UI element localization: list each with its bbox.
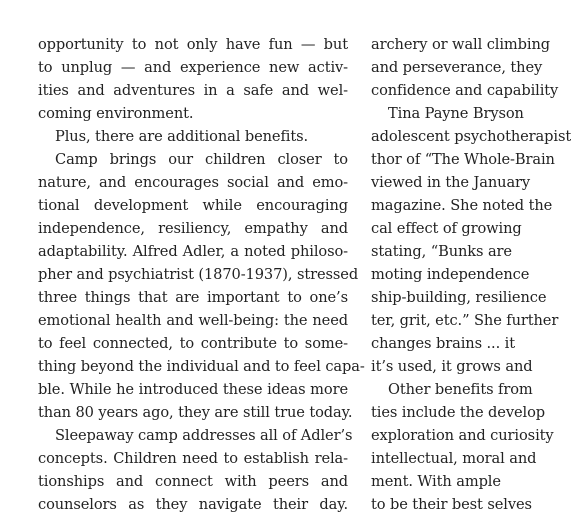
text-line: nature, and encourages social and emo-: [38, 174, 348, 191]
text-line: ities and adventures in a safe and wel-: [38, 82, 348, 99]
text-line: ble. While he introduced these ideas more: [38, 381, 348, 398]
text-line: archery or wall climbing: [371, 36, 551, 53]
text-line: counselors as they navigate their day.: [38, 496, 348, 513]
text-line: changes brains ... it: [371, 335, 515, 352]
text-line: adaptability. Alfred Adler, a noted philoso-: [38, 243, 348, 260]
text-line: stating, “Bunks are: [371, 243, 512, 260]
text-line: Camp brings our children closer to: [55, 151, 348, 168]
text-line: tionships and connect with peers and: [38, 473, 348, 490]
text-line: to be their best selves: [371, 496, 532, 513]
text-line: viewed in the January: [371, 174, 531, 191]
text-line: tional development while encouraging: [38, 197, 348, 214]
text-line: Other benefits from: [388, 381, 533, 398]
text-line: it’s used, it grows and: [371, 358, 533, 375]
text-line: coming environment.: [38, 105, 194, 122]
text-line: to feel connected, to contribute to some-: [38, 335, 348, 352]
text-line: thor of “The Whole-Brain: [371, 151, 555, 168]
text-line: ment. With ample: [371, 473, 501, 490]
text-line: concepts. Children need to establish rela-: [38, 450, 348, 467]
text-line: and perseverance, they: [371, 59, 543, 76]
text-line: ship-building, resilience: [371, 289, 547, 306]
text-line: three things that are important to one’s: [38, 289, 348, 306]
text-line: Plus, there are additional benefits.: [55, 128, 309, 145]
text-line: exploration and curiosity: [371, 427, 554, 444]
text-line: independence, resiliency, empathy and: [38, 220, 348, 237]
text-line: moting independence: [371, 266, 530, 283]
text-line: emotional health and well-being: the need: [38, 312, 348, 329]
text-line: confidence and capability: [371, 82, 559, 99]
right-text-column: [371, 33, 571, 516]
left-text-column: [38, 33, 365, 516]
text-line: ter, grit, etc.” She further: [371, 312, 559, 329]
text-line: thing beyond the individual and to feel capa-: [38, 358, 365, 375]
text-line: cal effect of growing: [371, 220, 522, 237]
text-line: opportunity to not only have fun — but: [38, 36, 348, 53]
text-line: Tina Payne Bryson: [388, 105, 524, 122]
text-line: ties include the develop: [371, 404, 546, 421]
text-line: to unplug — and experience new activ-: [38, 59, 348, 76]
text-line: Sleepaway camp addresses all of Adler’s: [55, 427, 353, 444]
text-line: magazine. She noted the: [371, 197, 553, 214]
text-line: adolescent psychotherapist: [371, 128, 571, 145]
text-line: intellectual, moral and: [371, 450, 537, 467]
text-line: than 80 years ago, they are still true today.: [38, 404, 353, 421]
text-line: pher and psychiatrist (1870-1937), stressed: [38, 266, 359, 283]
